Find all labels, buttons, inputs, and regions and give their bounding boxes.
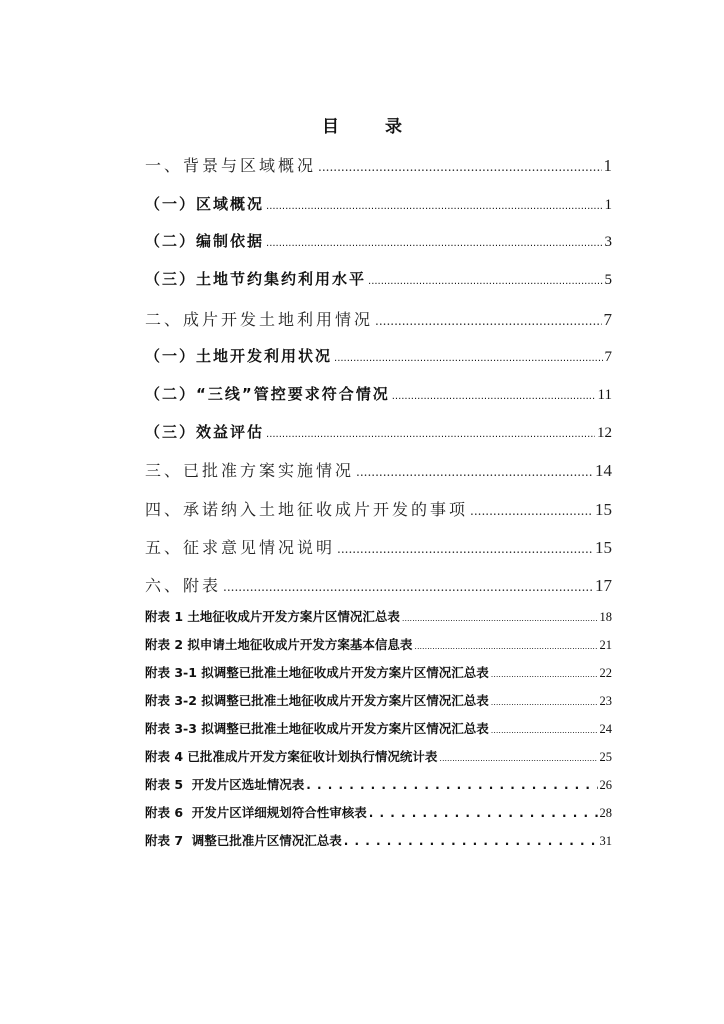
- toc-entry-page: 14: [595, 461, 612, 480]
- toc-entry[interactable]: [145, 345, 612, 366]
- toc-entry-label: （二）编制依据: [145, 232, 265, 250]
- toc-entry-page: 11: [597, 387, 612, 403]
- dot-leader: [491, 698, 598, 707]
- toc-entry-page: 18: [599, 610, 612, 624]
- toc-entry[interactable]: [145, 230, 612, 251]
- toc-entry-appendix[interactable]: [145, 775, 612, 793]
- toc-entry-appendix[interactable]: [145, 663, 612, 681]
- toc-entry-appendix[interactable]: [145, 691, 612, 709]
- toc-entry-label: 附表 1 土地征收成片开发方案片区情况汇总表: [145, 609, 400, 624]
- toc-entry-page: 3: [604, 234, 612, 250]
- toc-title: 目 录: [322, 117, 422, 137]
- toc-entry-page: 24: [599, 722, 612, 736]
- dot-leader: [306, 778, 597, 792]
- toc-entry[interactable]: [145, 383, 612, 404]
- toc-entry-label: 附表 3-1 拟调整已批准土地征收成片开发方案片区情况汇总表: [145, 665, 489, 680]
- toc-entry-page: 12: [597, 425, 612, 441]
- dot-leader: [491, 726, 598, 735]
- toc-entry-label: （一）区域概况: [145, 195, 265, 213]
- dot-leader: [414, 642, 597, 651]
- toc-entry[interactable]: [145, 193, 612, 214]
- dot-leader: [375, 314, 601, 328]
- dot-leader: [344, 834, 598, 848]
- toc-entry[interactable]: [145, 573, 612, 596]
- toc-entry-label: （三）效益评估: [145, 423, 265, 441]
- dot-leader: [266, 201, 602, 212]
- toc-entry-label: 一、背景与区域概况: [145, 156, 317, 175]
- toc-entry[interactable]: [145, 268, 612, 289]
- toc-entry[interactable]: [145, 535, 612, 558]
- dot-leader: [356, 465, 593, 479]
- toc-entry-label: 六、附表: [145, 576, 222, 595]
- dot-leader: [369, 806, 598, 820]
- toc-entry-appendix[interactable]: [145, 719, 612, 737]
- toc-entry-page: 5: [604, 272, 612, 288]
- toc-entry-page: 1: [604, 197, 612, 213]
- dot-leader: [491, 670, 598, 679]
- toc-entry-page: 23: [599, 694, 612, 708]
- toc-entry-appendix[interactable]: [145, 831, 612, 849]
- toc-entry-page: 1: [603, 156, 612, 175]
- dot-leader: [368, 276, 602, 287]
- toc-entry-page: 7: [603, 310, 612, 329]
- dot-leader: [470, 504, 593, 518]
- toc-entry-appendix[interactable]: [145, 803, 612, 821]
- dot-leader: [337, 542, 593, 556]
- toc-entry-page: 31: [599, 834, 612, 848]
- toc-entry-label: 四、承诺纳入土地征收成片开发的事项: [145, 500, 469, 519]
- toc-entry-page: 26: [599, 778, 612, 792]
- toc-entry[interactable]: [145, 153, 612, 176]
- dot-leader: [439, 754, 597, 763]
- toc-entry-label: 附表 7 调整已批准片区情况汇总表: [145, 833, 342, 848]
- toc-entry-label: 三、已批准方案实施情况: [145, 461, 355, 480]
- toc-entry-page: 21: [599, 638, 612, 652]
- toc-entry-label: 附表 6 开发片区详细规划符合性审核表: [145, 805, 367, 820]
- toc-entry-label: 附表 2 拟申请土地征收成片开发方案基本信息表: [145, 637, 413, 652]
- toc-entry-label: （一）土地开发利用状况: [145, 347, 333, 365]
- toc-entry-label: （二）“三线”管控要求符合情况: [145, 385, 390, 403]
- toc-entry-page: 17: [595, 576, 612, 595]
- toc-entry-page: 7: [604, 349, 612, 365]
- toc-entry[interactable]: [145, 497, 612, 520]
- dot-leader: [392, 391, 596, 402]
- toc-entry-appendix[interactable]: [145, 747, 612, 765]
- toc-entry-appendix[interactable]: [145, 635, 612, 653]
- toc-entry[interactable]: [145, 307, 612, 330]
- toc-entry-page: 15: [595, 500, 612, 519]
- dot-leader: [402, 614, 598, 623]
- toc-entry-label: 附表 3-2 拟调整已批准土地征收成片开发方案片区情况汇总表: [145, 693, 489, 708]
- toc-entry-label: （三）土地节约集约利用水平: [145, 270, 367, 288]
- toc-entry-appendix[interactable]: [145, 607, 612, 625]
- toc-entry-page: 28: [599, 806, 612, 820]
- toc-entry-label: 二、成片开发土地利用情况: [145, 310, 374, 329]
- toc-entry-label: 附表 3-3 拟调整已批准土地征收成片开发方案片区情况汇总表: [145, 721, 489, 736]
- dot-leader: [318, 160, 601, 174]
- toc-entry[interactable]: [145, 421, 612, 442]
- toc-entry-label: 附表 5 开发片区选址情况表: [145, 777, 305, 792]
- toc-entry[interactable]: [145, 458, 612, 481]
- toc-entry-label: 五、征求意见情况说明: [145, 538, 336, 557]
- dot-leader: [266, 429, 595, 440]
- dot-leader: [334, 353, 602, 364]
- dot-leader: [266, 238, 602, 249]
- dot-leader: [223, 580, 593, 594]
- toc-entry-page: 25: [599, 750, 612, 764]
- toc-entry-label: 附表 4 已批准成片开发方案征收计划执行情况统计表: [145, 749, 438, 764]
- toc-entry-page: 22: [599, 666, 612, 680]
- toc-entry-page: 15: [595, 538, 612, 557]
